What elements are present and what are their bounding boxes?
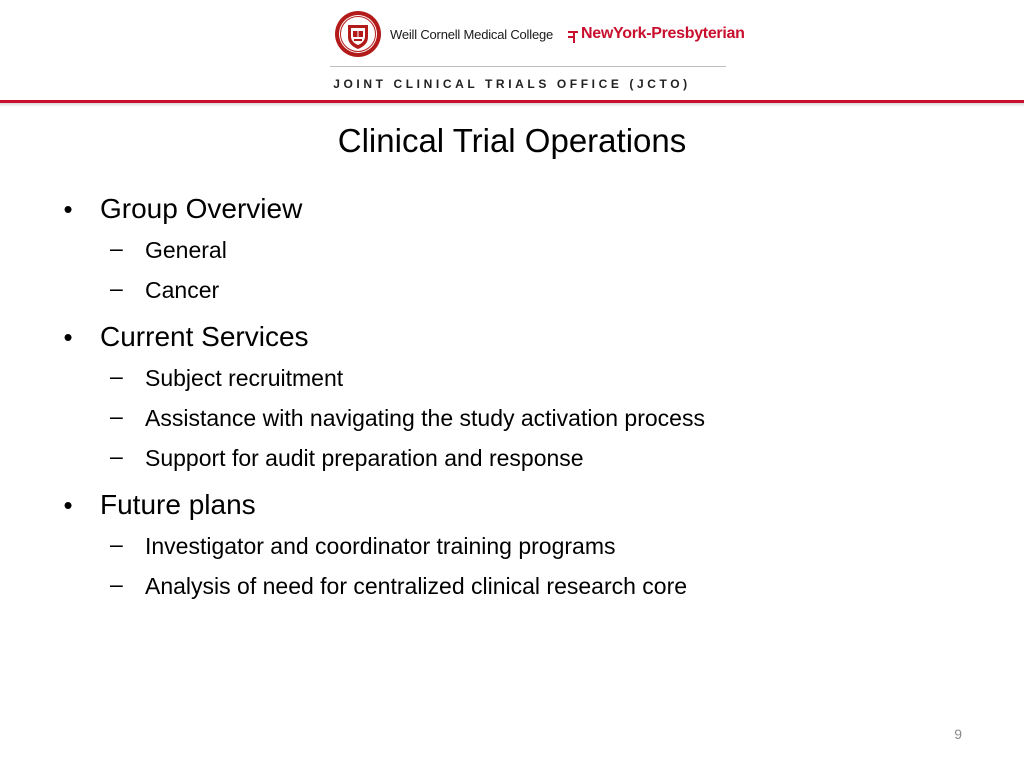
bullet-marker: • <box>63 194 73 224</box>
bullet-current-services <box>58 316 958 358</box>
nyp-mark-icon <box>567 25 579 43</box>
sub-bullet-text: Analysis of need for centralized clinical research core <box>145 573 688 599</box>
sub-bullet <box>58 566 958 606</box>
sub-bullet <box>58 398 958 438</box>
sub-marker: – <box>110 531 123 557</box>
sub-bullet <box>58 358 958 398</box>
bullet-text: Future plans <box>100 489 256 520</box>
sub-marker: – <box>110 571 123 597</box>
bullet-marker: • <box>63 490 73 520</box>
bullet-marker: • <box>63 322 73 352</box>
sub-bullet <box>58 230 958 270</box>
slide-title: Clinical Trial Operations <box>337 122 687 159</box>
bullet-text: Current Services <box>100 321 309 352</box>
sub-marker: – <box>110 235 123 261</box>
sub-bullet-text: Assistance with navigating the study activation process <box>145 405 705 431</box>
bullet-future-plans <box>58 484 958 526</box>
sub-marker: – <box>110 363 123 389</box>
office-name: JOINT CLINICAL TRIALS OFFICE (JCTO) <box>333 77 691 91</box>
slide-header <box>0 0 1024 108</box>
logo-bar <box>334 10 745 58</box>
sub-bullet-text: Investigator and coordinator training programs <box>145 533 616 559</box>
cornell-seal-icon <box>334 10 382 58</box>
header-divider <box>330 66 726 67</box>
sub-marker: – <box>110 443 123 469</box>
sub-bullet-text: Cancer <box>145 277 220 303</box>
sub-bullet-text: General <box>145 237 227 263</box>
sub-bullet <box>58 270 958 310</box>
header-shadow <box>0 103 1024 107</box>
sub-bullet <box>58 526 958 566</box>
sub-marker: – <box>110 403 123 429</box>
sub-bullet <box>58 438 958 478</box>
wcmc-name: Weill Cornell Medical College <box>390 26 554 42</box>
sub-marker: – <box>110 275 123 301</box>
bullet-list <box>58 188 958 606</box>
bullet-text: Group Overview <box>100 193 303 224</box>
page-number: 9 <box>954 726 962 742</box>
nyp-name: NewYork-Presbyterian <box>581 25 745 42</box>
sub-bullet-text: Subject recruitment <box>145 365 344 391</box>
bullet-group-overview <box>58 188 958 230</box>
sub-bullet-text: Support for audit preparation and response <box>145 445 584 471</box>
